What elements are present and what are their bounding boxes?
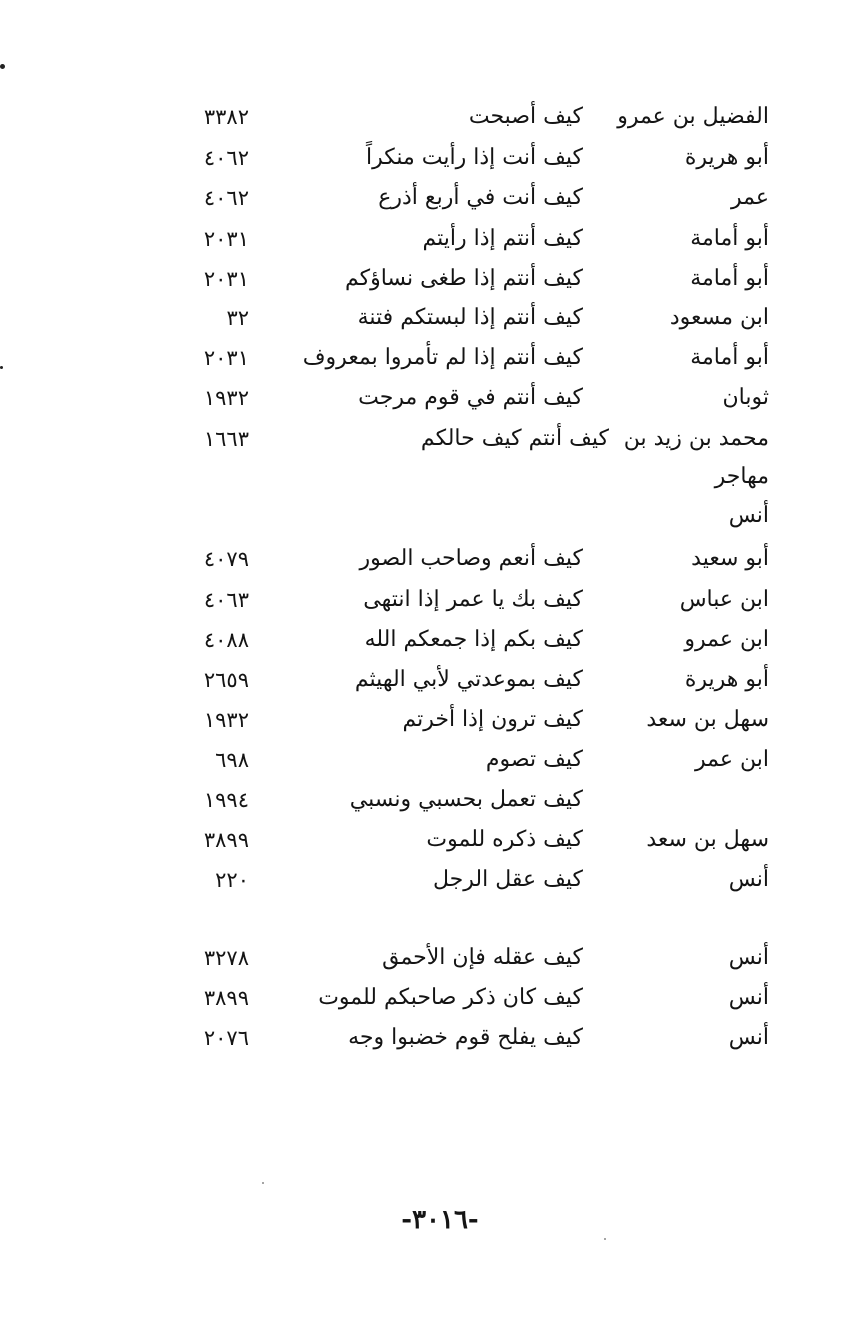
list-item bbox=[0, 298, 841, 338]
list-item bbox=[0, 457, 841, 497]
hadith-incipit: كيف أنت في أربع أذرع bbox=[378, 185, 583, 210]
narrator-name: ابن عمرو bbox=[684, 627, 769, 652]
list-item bbox=[0, 660, 841, 700]
list-item bbox=[0, 860, 841, 900]
narrator-name: أبو أمامة bbox=[690, 266, 769, 291]
list-item bbox=[0, 259, 841, 299]
hadith-number: ٢٢٠ bbox=[215, 868, 249, 892]
hadith-number: ٤٠٦٢ bbox=[203, 186, 249, 210]
hadith-incipit: كيف أنتم كيف حالكم bbox=[420, 426, 609, 451]
hadith-number: ٤٠٦٢ bbox=[203, 146, 249, 170]
narrator-name: أنس bbox=[728, 1025, 769, 1050]
list-item bbox=[0, 419, 841, 459]
hadith-number: ٦٩٨ bbox=[215, 748, 249, 772]
list-item bbox=[0, 938, 841, 978]
narrator-name: أنس bbox=[728, 867, 769, 892]
hadith-incipit: كيف أنتم إذا طغى نساؤكم bbox=[344, 266, 583, 291]
hadith-incipit: كيف أنعم وصاحب الصور bbox=[359, 546, 583, 571]
hadith-incipit: كيف بكم إذا جمعكم الله bbox=[364, 627, 583, 652]
hadith-number: ٢٠٣١ bbox=[203, 227, 249, 251]
hadith-number: ٢٦٥٩ bbox=[203, 668, 249, 692]
narrator-name: محمد بن زيد بن bbox=[623, 426, 769, 451]
hadith-number: ٣٢٧٨ bbox=[203, 946, 249, 970]
hadith-incipit: كيف بك يا عمر إذا انتهى bbox=[363, 587, 583, 612]
narrator-name: أبو هريرة bbox=[684, 145, 769, 170]
narrator-name: الفضيل بن عمرو bbox=[617, 104, 769, 129]
page-number: -٣٠١٦- bbox=[401, 1205, 479, 1235]
list-item bbox=[0, 97, 841, 137]
hadith-number: ٣٨٩٩ bbox=[203, 986, 249, 1010]
list-item bbox=[0, 178, 841, 218]
hadith-incipit: كيف أنتم إذا رأيتم bbox=[422, 226, 583, 251]
hadith-number: ٤٠٧٩ bbox=[203, 547, 249, 571]
hadith-incipit: كيف ذكره للموت bbox=[426, 827, 583, 852]
list-item bbox=[0, 620, 841, 660]
hadith-incipit: كيف تعمل بحسبي ونسبي bbox=[349, 787, 583, 812]
narrator-name: سهل بن سعد bbox=[646, 707, 769, 732]
narrator-name: أنس bbox=[728, 985, 769, 1010]
hadith-incipit: كيف أنت إذا رأيت منكراً bbox=[365, 145, 583, 170]
list-item bbox=[0, 496, 841, 536]
hadith-number: ٣٣٨٢ bbox=[203, 105, 249, 129]
narrator-name: أنس bbox=[728, 503, 769, 528]
narrator-name: ثوبان bbox=[722, 385, 769, 410]
list-item bbox=[0, 700, 841, 740]
narrator-name: مهاجر bbox=[714, 464, 769, 489]
list-item bbox=[0, 1018, 841, 1058]
narrator-name: ابن مسعود bbox=[669, 305, 769, 330]
hadith-number: ٢٠٣١ bbox=[203, 267, 249, 291]
hadith-incipit: كيف يفلح قوم خضبوا وجه bbox=[348, 1025, 583, 1050]
hadith-incipit: كيف أنتم إذا لبستكم فتنة bbox=[357, 305, 583, 330]
hadith-incipit: كيف عقل الرجل bbox=[432, 867, 583, 892]
list-item bbox=[0, 978, 841, 1018]
hadith-number: ٢٠٧٦ bbox=[203, 1026, 249, 1050]
narrator-name: أبو أمامة bbox=[690, 226, 769, 251]
hadith-number: ٣٢ bbox=[226, 306, 249, 330]
narrator-name: ابن عباس bbox=[679, 587, 769, 612]
hadith-incipit: كيف تصوم bbox=[485, 747, 583, 772]
list-item bbox=[0, 219, 841, 259]
narrator-name: أبو أمامة bbox=[690, 345, 769, 370]
list-item bbox=[0, 820, 841, 860]
narrator-name: أنس bbox=[728, 945, 769, 970]
hadith-number: ٤٠٨٨ bbox=[203, 628, 249, 652]
narrator-name: أبو هريرة bbox=[684, 667, 769, 692]
hadith-incipit: كيف أنتم إذا لم تأمروا بمعروف bbox=[302, 345, 583, 370]
list-item bbox=[0, 338, 841, 378]
hadith-incipit: كيف بموعدتي لأبي الهيثم bbox=[354, 667, 583, 692]
hadith-number: ١٦٦٣ bbox=[203, 427, 249, 451]
hadith-number: ١٩٣٢ bbox=[203, 708, 249, 732]
hadith-incipit: كيف أصبحت bbox=[468, 104, 583, 129]
hadith-number: ١٩٩٤ bbox=[203, 788, 249, 812]
hadith-incipit: كيف عقله فإن الأحمق bbox=[382, 945, 583, 970]
list-item bbox=[0, 780, 841, 820]
hadith-number: ٤٠٦٣ bbox=[203, 588, 249, 612]
list-item bbox=[0, 378, 841, 418]
hadith-number: ٢٠٣١ bbox=[203, 346, 249, 370]
narrator-name: عمر bbox=[731, 185, 769, 210]
hadith-incipit: كيف أنتم في قوم مرجت bbox=[358, 385, 583, 410]
narrator-name: ابن عمر bbox=[695, 747, 769, 772]
hadith-incipit: كيف ترون إذا أخرتم bbox=[402, 707, 583, 732]
narrator-name: سهل بن سعد bbox=[646, 827, 769, 852]
list-item bbox=[0, 740, 841, 780]
hadith-number: ٣٨٩٩ bbox=[203, 828, 249, 852]
list-item bbox=[0, 580, 841, 620]
narrator-name: أبو سعيد bbox=[691, 546, 769, 571]
list-item bbox=[0, 539, 841, 579]
hadith-number: ١٩٣٢ bbox=[203, 386, 249, 410]
list-item bbox=[0, 138, 841, 178]
hadith-incipit: كيف كان ذكر صاحبكم للموت bbox=[318, 985, 583, 1010]
